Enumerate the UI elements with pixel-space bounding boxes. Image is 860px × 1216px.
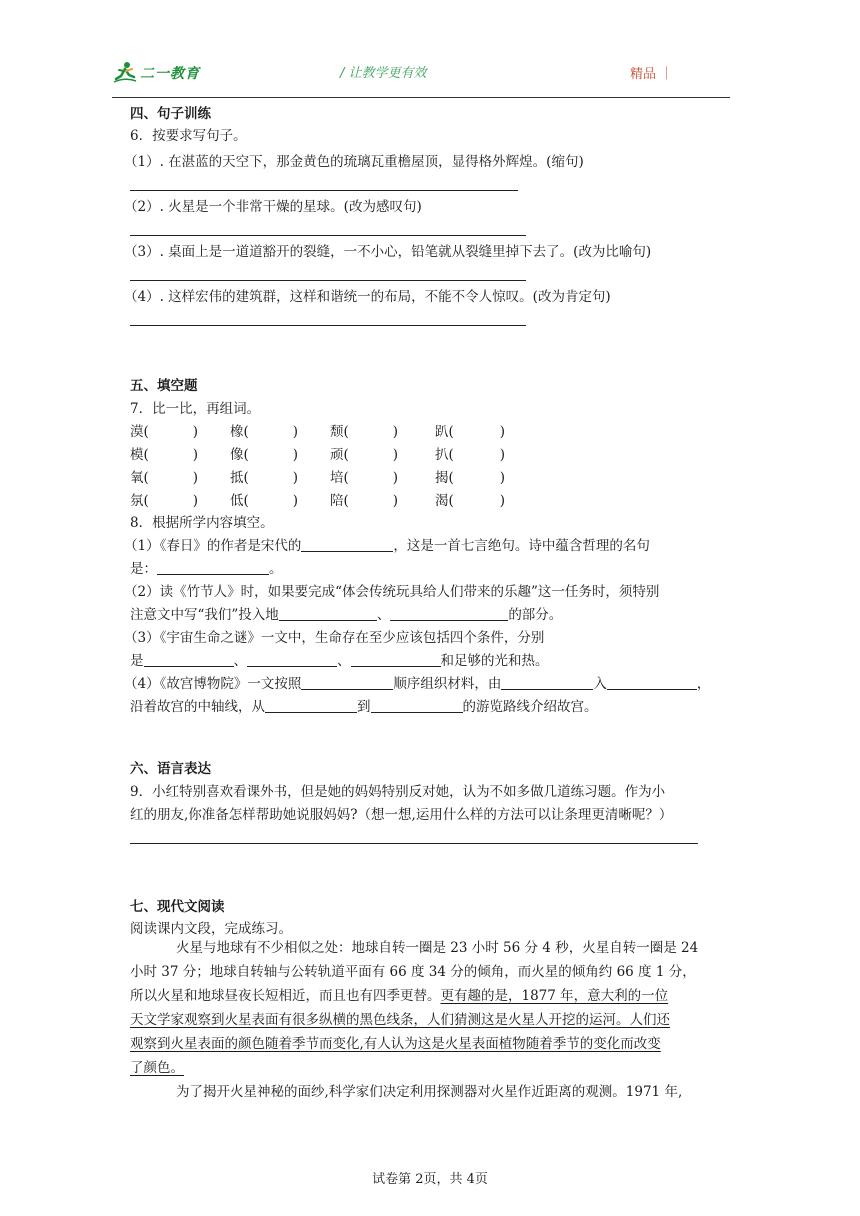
fill-blank[interactable] bbox=[157, 561, 269, 575]
grid-cell[interactable]: 扒( ) bbox=[435, 447, 506, 463]
passage-line: 小时 37 分；地球自转轴与公转轨道平面有 66 度 34 分的倾角，而火星的倾角约 66 度 1 分， bbox=[130, 964, 696, 980]
q8-4-line1: （4）《故宫博物院》一文按照 顺序组织材料，由 入 ， bbox=[124, 676, 711, 692]
grid-cell[interactable]: 模( ) bbox=[130, 447, 199, 463]
q8-3-line1: （3）《宇宙生命之谜》一文中，生命存在至少应该包括四个条件，分别 bbox=[124, 630, 545, 646]
fill-blank[interactable] bbox=[607, 676, 697, 690]
q8-2-line1: （2）读《竹节人》时，如果要完成“体会传统玩具给人们带来的乐趣”这一任务时，须特别 bbox=[124, 584, 660, 600]
fill-blank[interactable] bbox=[351, 653, 441, 667]
page-header bbox=[112, 58, 730, 98]
passage-line: 观察到火星表面的颜色随着季节而变化,有人认为这是火星表面植物随着季节的变化而改变 bbox=[130, 1036, 661, 1052]
question6: 6．按要求写句子。 bbox=[130, 128, 247, 144]
grid-cell[interactable]: 颓( ) bbox=[330, 424, 399, 440]
grid-cell[interactable]: 趴( ) bbox=[435, 424, 506, 440]
fill-blank[interactable] bbox=[265, 699, 357, 713]
grid-cell[interactable]: 氧( ) bbox=[130, 470, 199, 486]
q8-2-line2: 注意文中写“我们”投入地 、 的部分。 bbox=[130, 607, 563, 623]
grid-cell[interactable]: 渴( ) bbox=[435, 493, 506, 509]
runner-logo-icon bbox=[112, 60, 138, 86]
q8-3-line2: 是 、 、 和足够的光和热。 bbox=[130, 653, 549, 669]
answer-line-2[interactable] bbox=[130, 235, 526, 236]
fill-blank[interactable] bbox=[371, 699, 463, 713]
grid-cell[interactable]: 陪( ) bbox=[330, 493, 399, 509]
section7-title: 七、现代文阅读 bbox=[130, 899, 225, 915]
grid-cell[interactable]: 顽( ) bbox=[330, 447, 399, 463]
grid-cell[interactable]: 像( ) bbox=[230, 447, 299, 463]
page-footer: 试卷第 2页，共 4页 bbox=[372, 1172, 488, 1187]
q8-1-line1: （1）《春日》的作者是宋代的 ，这是一首七言绝句。诗中蕴含哲理的名句 bbox=[124, 538, 650, 554]
fill-blank[interactable] bbox=[144, 653, 234, 667]
q6-item-1: （1）. 在湛蓝的天空下，那金黄色的琉璃瓦重檐屋顶，显得格外辉煌。(缩句) bbox=[124, 154, 584, 170]
answer-line-3[interactable] bbox=[130, 280, 526, 281]
fill-blank[interactable] bbox=[501, 676, 593, 690]
question8: 8．根据所学内容填空。 bbox=[130, 515, 274, 531]
answer-line-1[interactable] bbox=[130, 190, 518, 191]
fill-blank[interactable] bbox=[279, 607, 377, 621]
fill-blank[interactable] bbox=[301, 676, 393, 690]
passage-line: 火星与地球有不少相似之处：地球自转一圈是 23 小时 56 分 4 秒，火星自转一圈是 24 bbox=[176, 940, 699, 956]
grid-cell[interactable]: 培( ) bbox=[330, 470, 399, 486]
section6-title: 六、语言表达 bbox=[130, 761, 211, 777]
header-brand: 精品 ｜ bbox=[630, 67, 674, 82]
reading-intro: 阅读课内文段，完成练习。 bbox=[130, 921, 292, 937]
grid-cell[interactable]: 低( ) bbox=[230, 493, 299, 509]
passage-line: 天文学家观察到火星表面有很多纵横的黑色线条，人们猜测这是火星人开挖的运河。人们还 bbox=[130, 1012, 670, 1028]
fill-blank[interactable] bbox=[301, 538, 393, 552]
header-slogan: / 让教学更有效 bbox=[340, 66, 427, 81]
logo bbox=[112, 60, 200, 86]
grid-cell[interactable]: 氛( ) bbox=[130, 493, 199, 509]
grid-cell[interactable]: 漠( ) bbox=[130, 424, 199, 440]
question7: 7．比一比，再组词。 bbox=[130, 401, 261, 417]
question9-line2: 红的朋友,你准备怎样帮助她说服妈妈?（想一想,运用什么样的方法可以让条理更清晰呢？） bbox=[130, 807, 673, 823]
grid-cell[interactable]: 橡( ) bbox=[230, 424, 299, 440]
fill-blank[interactable] bbox=[247, 653, 337, 667]
answer-line-q9[interactable] bbox=[130, 843, 698, 844]
q6-item-2: （2）. 火星是一个非常干燥的星球。(改为感叹句) bbox=[124, 199, 422, 215]
grid-cell[interactable]: 抵( ) bbox=[230, 470, 299, 486]
section5-title: 五、填空题 bbox=[130, 378, 198, 394]
q6-item-3: （3）. 桌面上是一道道豁开的裂缝，一不小心，铅笔就从裂缝里掉下去了。(改为比喻句) bbox=[124, 244, 652, 260]
q6-item-4: （4）. 这样宏伟的建筑群，这样和谐统一的布局，不能不令人惊叹。(改为肯定句) bbox=[124, 289, 611, 305]
passage-line: 所以火星和地球昼夜长短相近，而且也有四季更替。更有趣的是，1877 年，意大利的一位 bbox=[130, 988, 669, 1004]
q8-1-line2: 是： 。 bbox=[130, 561, 283, 577]
section4-title: 四、句子训练 bbox=[130, 106, 211, 122]
answer-line-4[interactable] bbox=[130, 325, 526, 326]
fill-blank[interactable] bbox=[390, 607, 508, 621]
passage-line: 了颜色。 bbox=[130, 1060, 184, 1076]
logo-text: 二一教育 bbox=[140, 66, 200, 82]
question9-line1: 9．小红特别喜欢看课外书，但是她的妈妈特别反对她，认为不如多做几道练习题。作为小 bbox=[130, 784, 666, 800]
grid-cell[interactable]: 揭( ) bbox=[435, 470, 506, 486]
passage-line: 为了揭开火星神秘的面纱,科学家们决定利用探测器对火星作近距离的观测。1971 年, bbox=[176, 1084, 683, 1100]
q8-4-line2: 沿着故宫的中轴线，从 到 的游览路线介绍故宫。 bbox=[130, 699, 598, 715]
